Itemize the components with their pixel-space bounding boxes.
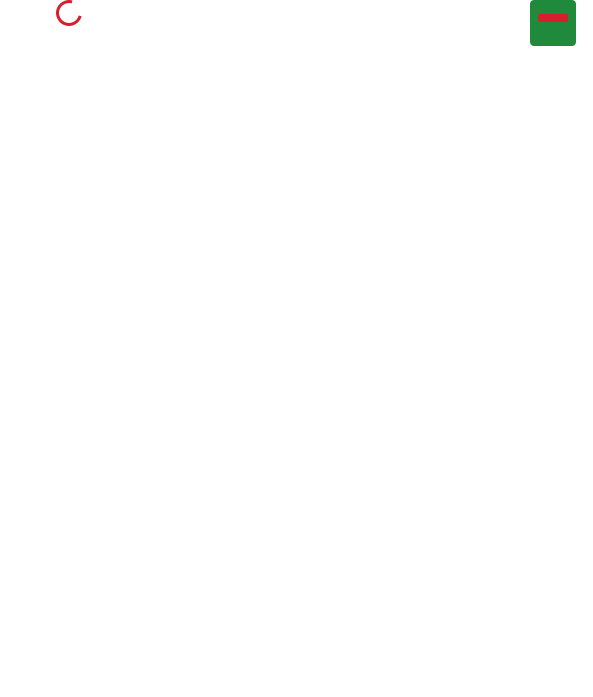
sponsor-logo: [530, 0, 576, 46]
header: [0, 0, 593, 46]
